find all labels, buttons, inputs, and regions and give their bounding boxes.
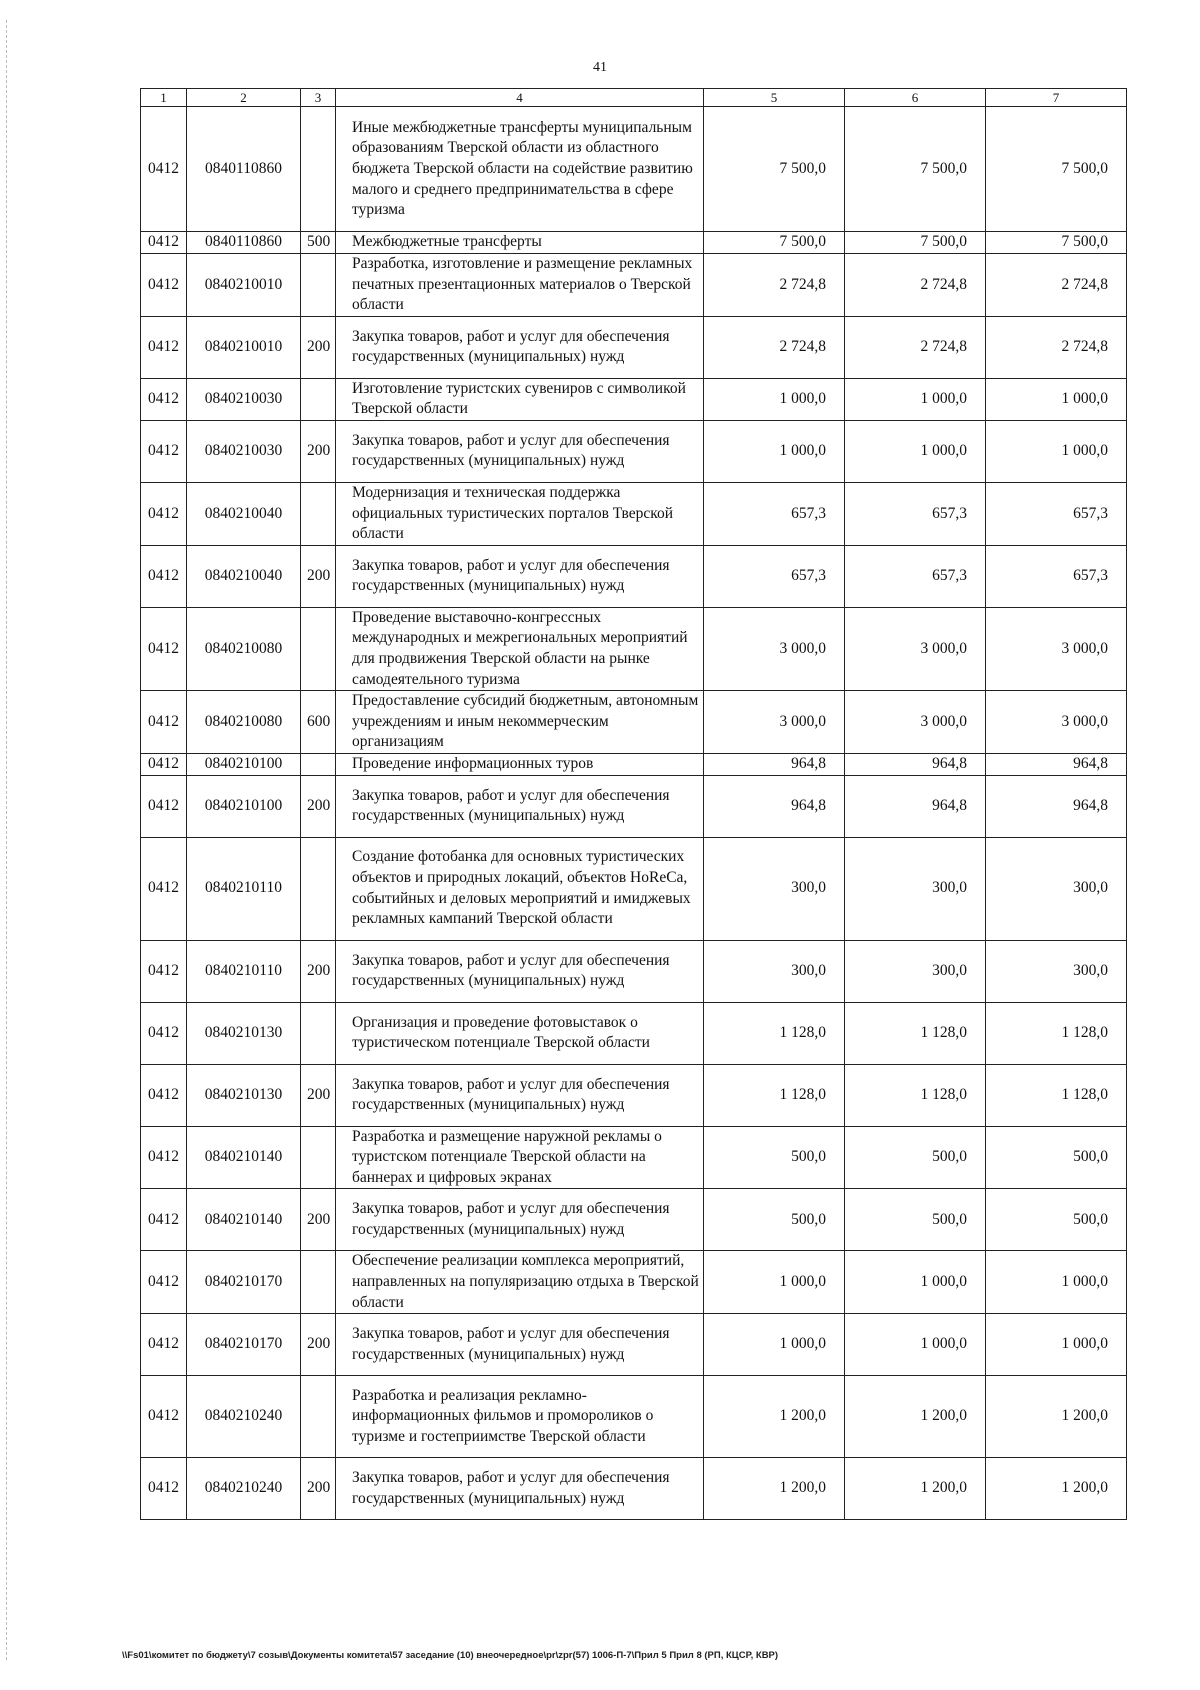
cell-value-col7: 2 724,8	[986, 253, 1127, 316]
cell-target-code: 0840210030	[187, 378, 301, 420]
cell-section: 0412	[141, 691, 187, 754]
cell-section: 0412	[141, 1189, 187, 1251]
cell-value-col5: 657,3	[704, 545, 845, 607]
table-row	[141, 691, 1127, 754]
cell-description: Закупка товаров, работ и услуг для обеспечения государственных (муниципальных) нужд	[336, 1458, 704, 1520]
cell-target-code: 0840210170	[187, 1314, 301, 1376]
cell-expense-type	[301, 1126, 336, 1189]
cell-description: Разработка и реализация рекламно-информационных фильмов и промороликов о туризме и гостеприимстве Тверской области	[336, 1376, 704, 1458]
cell-description: Организация и проведение фотовыставок о туристическом потенциале Тверской области	[336, 1002, 704, 1064]
cell-value-col5: 964,8	[704, 775, 845, 837]
cell-value-col7: 657,3	[986, 545, 1127, 607]
cell-section: 0412	[141, 420, 187, 482]
cell-section: 0412	[141, 607, 187, 690]
cell-section: 0412	[141, 1126, 187, 1189]
cell-value-col6: 1 200,0	[845, 1376, 986, 1458]
cell-section: 0412	[141, 1458, 187, 1520]
cell-value-col6: 2 724,8	[845, 316, 986, 378]
cell-value-col6: 657,3	[845, 545, 986, 607]
cell-expense-type: 200	[301, 545, 336, 607]
cell-description: Закупка товаров, работ и услуг для обеспечения государственных (муниципальных) нужд	[336, 1064, 704, 1126]
cell-value-col7: 7 500,0	[986, 107, 1127, 232]
cell-value-col6: 657,3	[845, 482, 986, 545]
cell-value-col6: 1 000,0	[845, 420, 986, 482]
cell-expense-type	[301, 837, 336, 940]
table-row	[141, 107, 1127, 232]
header-row	[141, 89, 1127, 107]
cell-value-col6: 1 000,0	[845, 378, 986, 420]
cell-target-code: 0840210100	[187, 754, 301, 776]
cell-section: 0412	[141, 1064, 187, 1126]
cell-section: 0412	[141, 1002, 187, 1064]
cell-value-col6: 1 200,0	[845, 1458, 986, 1520]
cell-description: Проведение информационных туров	[336, 754, 704, 776]
cell-value-col5: 1 000,0	[704, 378, 845, 420]
table-row	[141, 940, 1127, 1002]
cell-expense-type	[301, 1376, 336, 1458]
cell-description: Создание фотобанка для основных туристических объектов и природных локаций, объектов HoReCa, событийных и деловых мероприятий и имиджевых рекламных кампаний Тверской области	[336, 837, 704, 940]
cell-target-code: 0840210030	[187, 420, 301, 482]
cell-value-col7: 2 724,8	[986, 316, 1127, 378]
cell-value-col7: 500,0	[986, 1126, 1127, 1189]
cell-description: Закупка товаров, работ и услуг для обеспечения государственных (муниципальных) нужд	[336, 775, 704, 837]
cell-value-col6: 964,8	[845, 775, 986, 837]
cell-target-code: 0840210240	[187, 1376, 301, 1458]
cell-value-col5: 1 128,0	[704, 1064, 845, 1126]
cell-section: 0412	[141, 482, 187, 545]
cell-expense-type	[301, 482, 336, 545]
cell-section: 0412	[141, 107, 187, 232]
col-header-4: 4	[336, 89, 704, 107]
cell-value-col7: 1 200,0	[986, 1458, 1127, 1520]
cell-description: Иные межбюджетные трансферты муниципальным образованиям Тверской области из областного бюджета Тверской области на содействие развитию малого и среднего предпринимательства в сфере туризма	[336, 107, 704, 232]
cell-description: Закупка товаров, работ и услуг для обеспечения государственных (муниципальных) нужд	[336, 420, 704, 482]
cell-description: Проведение выставочно-конгрессных международных и межрегиональных мероприятий для продвижения Тверской области на рынке самодеятельного туризма	[336, 607, 704, 690]
cell-expense-type: 200	[301, 316, 336, 378]
cell-value-col7: 1 128,0	[986, 1064, 1127, 1126]
page-number: 41	[593, 60, 607, 75]
cell-value-col6: 1 128,0	[845, 1002, 986, 1064]
cell-expense-type	[301, 1002, 336, 1064]
cell-section: 0412	[141, 545, 187, 607]
cell-value-col6: 3 000,0	[845, 607, 986, 690]
cell-expense-type: 200	[301, 1189, 336, 1251]
table-row	[141, 253, 1127, 316]
cell-value-col6: 500,0	[845, 1189, 986, 1251]
cell-value-col6: 2 724,8	[845, 253, 986, 316]
cell-value-col7: 300,0	[986, 837, 1127, 940]
cell-value-col5: 1 000,0	[704, 420, 845, 482]
cell-target-code: 0840210110	[187, 940, 301, 1002]
table-row	[141, 232, 1127, 254]
cell-value-col6: 1 000,0	[845, 1314, 986, 1376]
cell-value-col6: 300,0	[845, 940, 986, 1002]
cell-target-code: 0840210010	[187, 316, 301, 378]
table-row	[141, 1189, 1127, 1251]
cell-expense-type	[301, 253, 336, 316]
cell-value-col5: 1 200,0	[704, 1376, 845, 1458]
cell-value-col6: 300,0	[845, 837, 986, 940]
cell-value-col5: 1 000,0	[704, 1251, 845, 1314]
table-row	[141, 1002, 1127, 1064]
cell-value-col7: 1 000,0	[986, 1314, 1127, 1376]
cell-description: Межбюджетные трансферты	[336, 232, 704, 254]
table-row	[141, 775, 1127, 837]
cell-value-col5: 300,0	[704, 940, 845, 1002]
cell-value-col7: 964,8	[986, 754, 1127, 776]
cell-value-col6: 964,8	[845, 754, 986, 776]
table-row	[141, 316, 1127, 378]
cell-value-col5: 1 200,0	[704, 1458, 845, 1520]
cell-description: Разработка, изготовление и размещение рекламных печатных презентационных материалов о Тверской области	[336, 253, 704, 316]
cell-description: Разработка и размещение наружной рекламы о туристском потенциале Тверской области на баннерах и цифровых экранах	[336, 1126, 704, 1189]
cell-value-col7: 657,3	[986, 482, 1127, 545]
cell-value-col7: 1 200,0	[986, 1376, 1127, 1458]
cell-description: Модернизация и техническая поддержка официальных туристических порталов Тверской области	[336, 482, 704, 545]
cell-section: 0412	[141, 1314, 187, 1376]
table-row	[141, 1126, 1127, 1189]
cell-value-col6: 500,0	[845, 1126, 986, 1189]
cell-target-code: 0840210140	[187, 1126, 301, 1189]
cell-value-col5: 500,0	[704, 1189, 845, 1251]
cell-expense-type: 200	[301, 420, 336, 482]
cell-target-code: 0840110860	[187, 107, 301, 232]
cell-value-col7: 1 000,0	[986, 378, 1127, 420]
cell-target-code: 0840210240	[187, 1458, 301, 1520]
table-row	[141, 754, 1127, 776]
cell-value-col5: 7 500,0	[704, 107, 845, 232]
cell-value-col7: 500,0	[986, 1189, 1127, 1251]
cell-expense-type	[301, 754, 336, 776]
scan-edge-line	[6, 20, 7, 1660]
cell-expense-type: 200	[301, 1064, 336, 1126]
cell-target-code: 0840210080	[187, 691, 301, 754]
cell-expense-type: 200	[301, 1458, 336, 1520]
table-row	[141, 837, 1127, 940]
cell-section: 0412	[141, 378, 187, 420]
cell-target-code: 0840110860	[187, 232, 301, 254]
cell-description: Закупка товаров, работ и услуг для обеспечения государственных (муниципальных) нужд	[336, 316, 704, 378]
table-row	[141, 378, 1127, 420]
table-row	[141, 1251, 1127, 1314]
cell-value-col5: 1 128,0	[704, 1002, 845, 1064]
table-body	[141, 107, 1127, 1520]
cell-target-code: 0840210140	[187, 1189, 301, 1251]
cell-section: 0412	[141, 940, 187, 1002]
table-row	[141, 420, 1127, 482]
cell-description: Закупка товаров, работ и услуг для обеспечения государственных (муниципальных) нужд	[336, 545, 704, 607]
col-header-6: 6	[845, 89, 986, 107]
cell-value-col6: 1 128,0	[845, 1064, 986, 1126]
cell-expense-type: 200	[301, 1314, 336, 1376]
table-row	[141, 607, 1127, 690]
cell-expense-type: 200	[301, 940, 336, 1002]
cell-description: Закупка товаров, работ и услуг для обеспечения государственных (муниципальных) нужд	[336, 1314, 704, 1376]
cell-expense-type	[301, 1251, 336, 1314]
cell-value-col7: 7 500,0	[986, 232, 1127, 254]
footer-file-path: \\Fs01\комитет по бюджету\7 созыв\Документы комитета\57 заседание (10) внеочередное\pr\zpr(57) 1006-П-7\Прил 5 Прил 8 (РП, КЦСР, КВР)	[122, 1650, 779, 1661]
cell-target-code: 0840210100	[187, 775, 301, 837]
cell-value-col7: 300,0	[986, 940, 1127, 1002]
cell-value-col5: 300,0	[704, 837, 845, 940]
cell-description: Предоставление субсидий бюджетным, автономным учреждениям и иным некоммерческим организациям	[336, 691, 704, 754]
cell-value-col5: 7 500,0	[704, 232, 845, 254]
cell-expense-type	[301, 378, 336, 420]
cell-value-col6: 7 500,0	[845, 107, 986, 232]
cell-value-col7: 964,8	[986, 775, 1127, 837]
cell-target-code: 0840210010	[187, 253, 301, 316]
budget-table	[140, 88, 1127, 1520]
cell-section: 0412	[141, 754, 187, 776]
table-row	[141, 1376, 1127, 1458]
cell-value-col5: 964,8	[704, 754, 845, 776]
col-header-7: 7	[986, 89, 1127, 107]
cell-description: Изготовление туристских сувениров с символикой Тверской области	[336, 378, 704, 420]
cell-section: 0412	[141, 316, 187, 378]
table-row	[141, 1458, 1127, 1520]
cell-value-col6: 1 000,0	[845, 1251, 986, 1314]
cell-expense-type: 600	[301, 691, 336, 754]
cell-section: 0412	[141, 232, 187, 254]
table-row	[141, 545, 1127, 607]
cell-description: Закупка товаров, работ и услуг для обеспечения государственных (муниципальных) нужд	[336, 1189, 704, 1251]
cell-value-col5: 1 000,0	[704, 1314, 845, 1376]
cell-value-col6: 7 500,0	[845, 232, 986, 254]
cell-value-col7: 3 000,0	[986, 691, 1127, 754]
col-header-5: 5	[704, 89, 845, 107]
col-header-3: 3	[301, 89, 336, 107]
cell-value-col5: 3 000,0	[704, 607, 845, 690]
cell-value-col7: 3 000,0	[986, 607, 1127, 690]
cell-description: Обеспечение реализации комплекса мероприятий, направленных на популяризацию отдыха в Тверской области	[336, 1251, 704, 1314]
cell-value-col5: 2 724,8	[704, 316, 845, 378]
cell-target-code: 0840210130	[187, 1002, 301, 1064]
cell-expense-type	[301, 607, 336, 690]
col-header-2: 2	[187, 89, 301, 107]
cell-section: 0412	[141, 1376, 187, 1458]
cell-value-col5: 500,0	[704, 1126, 845, 1189]
table-row	[141, 482, 1127, 545]
cell-value-col5: 657,3	[704, 482, 845, 545]
cell-value-col7: 1 000,0	[986, 420, 1127, 482]
cell-target-code: 0840210170	[187, 1251, 301, 1314]
table-row	[141, 1314, 1127, 1376]
cell-target-code: 0840210040	[187, 482, 301, 545]
cell-expense-type: 500	[301, 232, 336, 254]
cell-target-code: 0840210040	[187, 545, 301, 607]
cell-value-col5: 3 000,0	[704, 691, 845, 754]
cell-section: 0412	[141, 253, 187, 316]
cell-expense-type: 200	[301, 775, 336, 837]
cell-section: 0412	[141, 837, 187, 940]
cell-expense-type	[301, 107, 336, 232]
cell-value-col7: 1 128,0	[986, 1002, 1127, 1064]
table-row	[141, 1064, 1127, 1126]
cell-value-col7: 1 000,0	[986, 1251, 1127, 1314]
cell-target-code: 0840210110	[187, 837, 301, 940]
cell-value-col5: 2 724,8	[704, 253, 845, 316]
cell-target-code: 0840210130	[187, 1064, 301, 1126]
cell-section: 0412	[141, 1251, 187, 1314]
col-header-1: 1	[141, 89, 187, 107]
cell-value-col6: 3 000,0	[845, 691, 986, 754]
cell-section: 0412	[141, 775, 187, 837]
cell-description: Закупка товаров, работ и услуг для обеспечения государственных (муниципальных) нужд	[336, 940, 704, 1002]
cell-target-code: 0840210080	[187, 607, 301, 690]
